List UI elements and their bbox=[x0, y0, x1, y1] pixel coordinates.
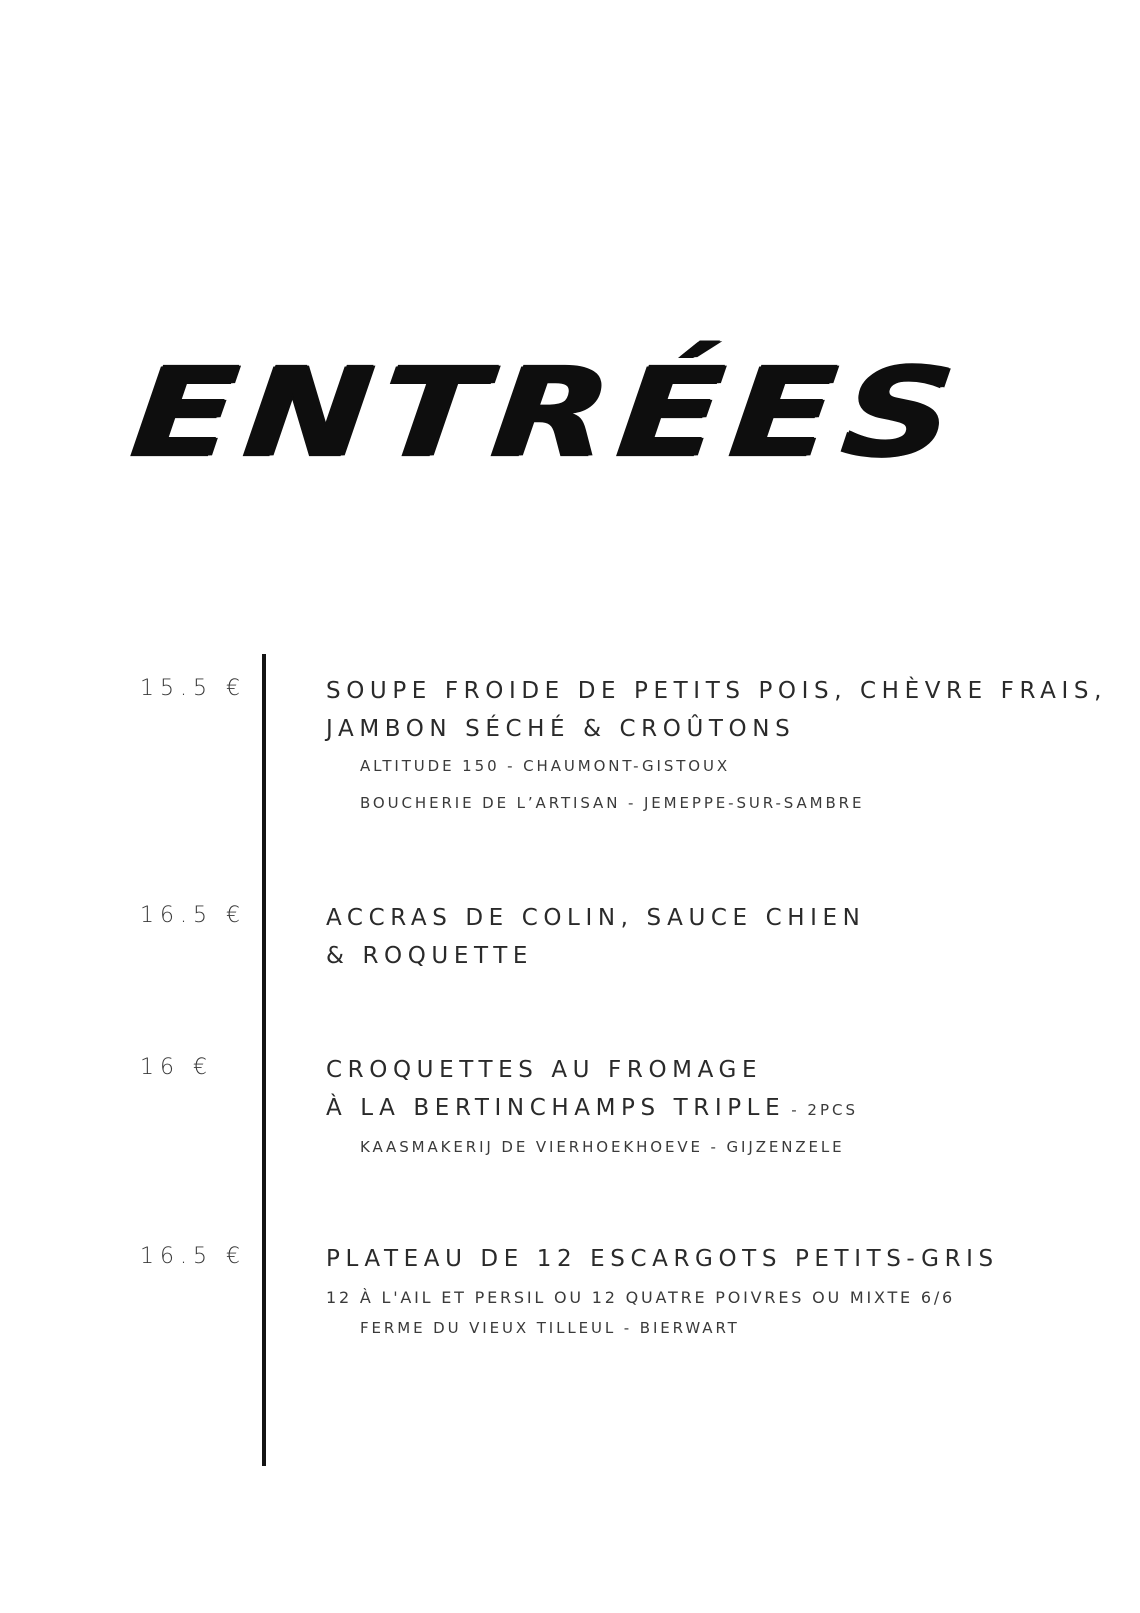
item-name-line: & ROQUETTE bbox=[326, 943, 534, 969]
menu-item-croquettes bbox=[326, 1051, 1116, 1174]
item-sources bbox=[326, 1137, 1116, 1157]
item-source: KAASMAKERIJ DE VIERHOEKHOEVE - GIJZENZELE bbox=[360, 1138, 845, 1156]
item-name-text: À LA BERTINCHAMPS TRIPLE bbox=[326, 1095, 786, 1121]
item-sources bbox=[326, 1318, 1116, 1338]
item-price: 15.5 € bbox=[140, 676, 246, 701]
item-source: BOUCHERIE DE L’ARTISAN - JEMEPPE-SUR-SAMBRE bbox=[360, 794, 865, 812]
item-description: 12 À L'AIL ET PERSIL OU 12 QUATRE POIVRES OU MIXTE 6/6 bbox=[326, 1288, 955, 1307]
item-name-line: SOUPE FROIDE DE PETITS POIS, CHÈVRE FRAIS, bbox=[326, 678, 1107, 704]
item-source: ALTITUDE 150 - CHAUMONT-GISTOUX bbox=[360, 757, 731, 775]
item-name-line: CROQUETTES AU FROMAGE bbox=[326, 1057, 763, 1083]
item-name-line: ACCRAS DE COLIN, SAUCE CHIEN bbox=[326, 905, 866, 931]
item-price: 16 € bbox=[140, 1055, 213, 1080]
item-price: 16.5 € bbox=[140, 903, 246, 928]
menu-item-escargots bbox=[326, 1240, 1116, 1355]
menu-item-accras bbox=[326, 899, 1116, 975]
menu-item-soupe bbox=[326, 672, 1116, 830]
item-price: 16.5 € bbox=[140, 1244, 246, 1269]
item-name-line: PLATEAU DE 12 ESCARGOTS PETITS-GRIS bbox=[326, 1246, 999, 1272]
item-name-line bbox=[326, 1089, 1116, 1129]
item-quantity: - 2PCS bbox=[791, 1101, 858, 1119]
item-sources bbox=[326, 756, 1116, 813]
item-name-line: JAMBON SÉCHÉ & CROÛTONS bbox=[326, 716, 796, 742]
page-title: ENTRÉES bbox=[126, 342, 970, 485]
vertical-divider bbox=[262, 654, 266, 1466]
item-source: FERME DU VIEUX TILLEUL - BIERWART bbox=[360, 1319, 740, 1337]
